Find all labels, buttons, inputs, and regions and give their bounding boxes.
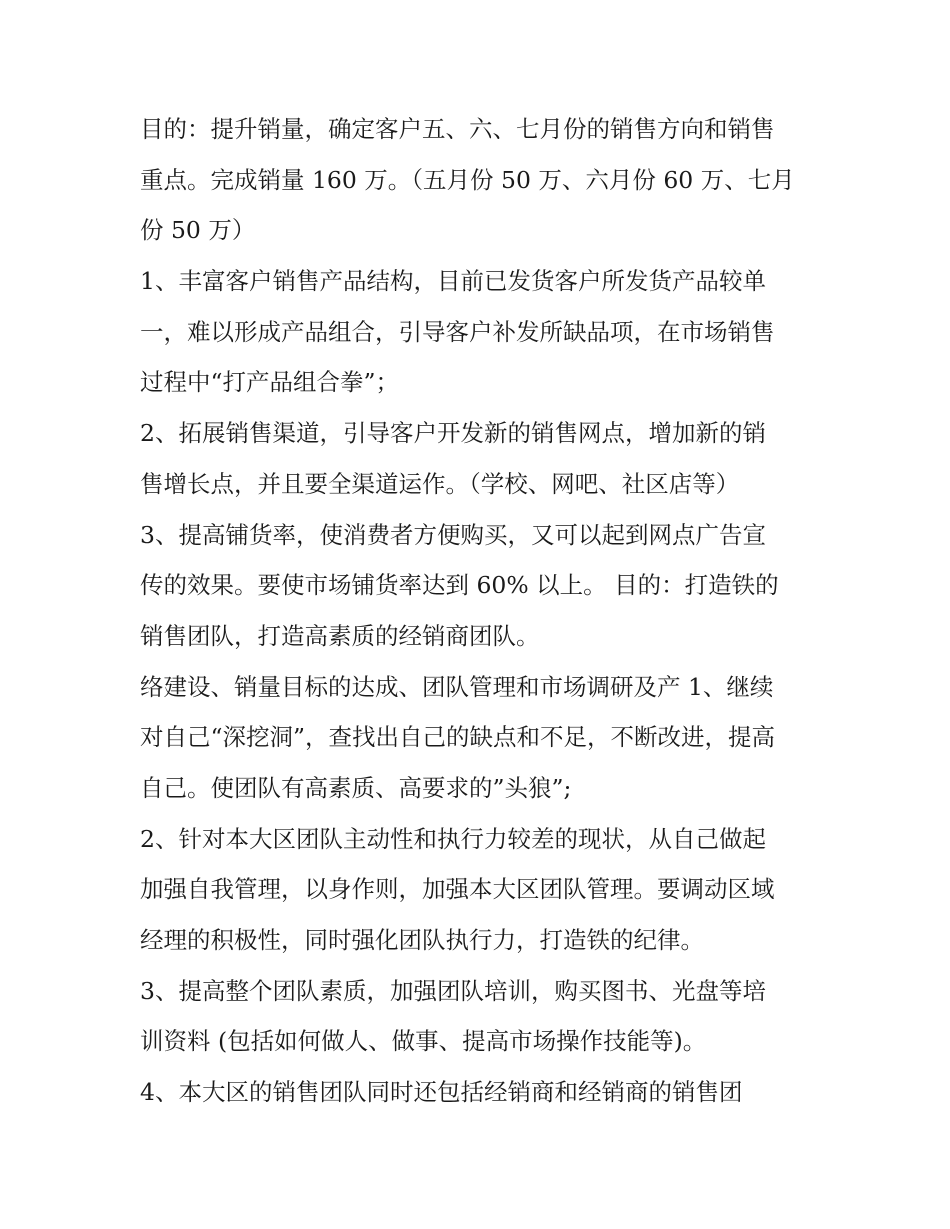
text-line: 目的：提升销量，确定客户五、六、七月份的销售方向和销售 — [140, 115, 775, 143]
text-line: 3、提高整个团队素质，加强团队培训，购买图书、光盘等培 — [140, 976, 766, 1005]
paragraph-item-2-sales-channels — [140, 408, 820, 509]
paragraph-item-1-product-structure — [140, 256, 820, 408]
text-line: 3、提高铺货率，使消费者方便购买，又可以起到网点广告宣 — [140, 520, 766, 549]
paragraph-team-item-3 — [140, 966, 820, 1067]
text-line: 份 50 万） — [140, 216, 256, 245]
text-line: 2、针对本大区团队主动性和执行力较差的现状，从自己做起 — [140, 824, 766, 853]
document-body — [140, 104, 820, 1118]
text-line: 训资料 (包括如何做人、做事、提高市场操作技能等)。 — [140, 1027, 707, 1056]
text-line: 对自己“深挖洞”，查找出自己的缺点和不足，不断改进，提高 — [140, 723, 776, 752]
text-line: 4、本大区的销售团队同时还包括经销商和经销商的销售团 — [140, 1078, 743, 1107]
paragraph-team-item-2 — [140, 814, 820, 966]
text-line: 经理的积极性，同时强化团队执行力，打造铁的纪律。 — [140, 926, 704, 954]
paragraph-item-3-distribution-rate — [140, 510, 820, 662]
text-line: 重点。完成销量 160 万。（五月份 50 万、六月份 60 万、七月 — [140, 165, 795, 194]
text-line: 传的效果。要使市场铺货率达到 60% 以上。 目的：打造铁的 — [140, 571, 779, 600]
paragraph-goal-sales — [140, 104, 820, 256]
text-line: 1、丰富客户销售产品结构，目前已发货客户所发货产品较单 — [140, 267, 766, 296]
text-line: 一，难以形成产品组合，引导客户补发所缺品项，在市场销售 — [140, 317, 775, 346]
text-line: 加强自我管理，以身作则，加强本大区团队管理。要调动区域 — [140, 875, 775, 904]
text-line: 自己。使团队有高素质、高要求的”头狼”; — [140, 773, 572, 802]
paragraph-team-item-4 — [140, 1067, 820, 1118]
text-line: 售增长点，并且要全渠道运作。（学校、网吧、社区店等） — [140, 469, 740, 498]
text-line: 销售团队，打造高素质的经销商团队。 — [140, 621, 540, 650]
paragraph-team-item-1 — [140, 662, 820, 814]
text-line: 络建设、销量目标的达成、团队管理和市场调研及产 1、继续 — [140, 672, 774, 701]
text-line: 过程中“打产品组合拳”； — [140, 368, 400, 397]
text-line: 2、拓展销售渠道，引导客户开发新的销售网点，增加新的销 — [140, 419, 766, 448]
